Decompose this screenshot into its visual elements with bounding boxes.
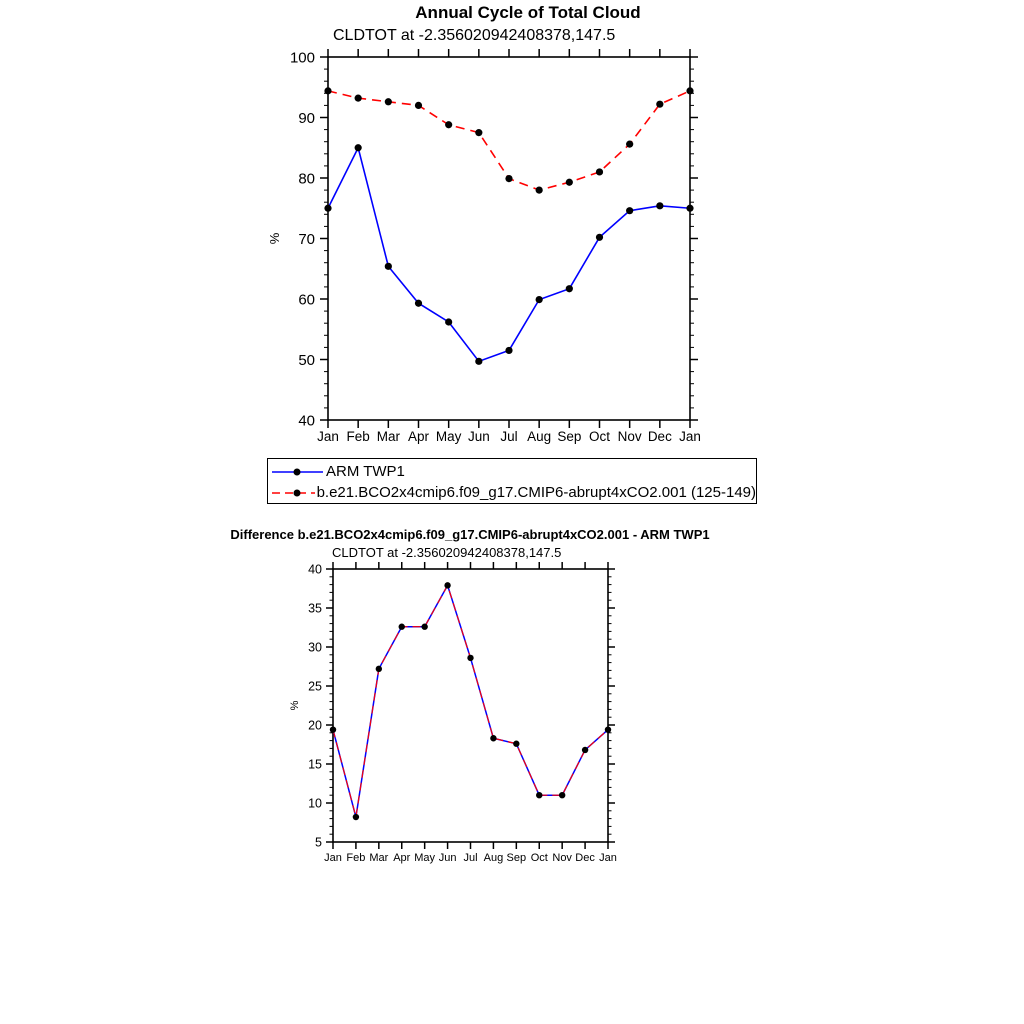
plot-border bbox=[333, 569, 608, 842]
month-label: Apr bbox=[393, 852, 411, 864]
month-label: Dec bbox=[575, 852, 595, 864]
data-point-marker bbox=[444, 582, 450, 588]
month-label: Aug bbox=[527, 429, 552, 444]
data-point-marker bbox=[536, 792, 542, 798]
month-label: Sep bbox=[506, 852, 527, 864]
data-point-marker bbox=[626, 141, 633, 148]
data-point-marker bbox=[559, 792, 565, 798]
y-tick-label: 80 bbox=[298, 170, 315, 188]
data-point-marker bbox=[324, 205, 331, 212]
data-point-marker bbox=[582, 747, 588, 753]
data-point-marker bbox=[656, 101, 663, 108]
data-point-marker bbox=[385, 263, 392, 270]
month-label: Sep bbox=[557, 429, 582, 444]
data-point-marker bbox=[445, 318, 452, 325]
annual-cycle-subtitle: CLDTOT at -2.356020942408378,147.5 bbox=[333, 27, 616, 44]
legend-label-model: b.e21.BCO2x4cmip6.f09_g17.CMIP6-abrupt4xCO2.001 (125-149) bbox=[316, 484, 756, 501]
month-label: Jun bbox=[438, 852, 457, 864]
y-tick-label: 5 bbox=[315, 835, 322, 850]
month-label: Aug bbox=[483, 852, 504, 864]
data-point-marker bbox=[376, 666, 382, 672]
data-point-marker bbox=[353, 814, 359, 820]
month-label: Jul bbox=[463, 852, 478, 864]
data-point-marker bbox=[475, 129, 482, 136]
data-point-marker bbox=[505, 347, 512, 354]
series-line bbox=[333, 585, 608, 817]
data-point-marker bbox=[415, 102, 422, 109]
month-label: Jan bbox=[324, 852, 342, 864]
data-point-marker bbox=[566, 285, 573, 292]
month-label: Mar bbox=[376, 429, 400, 444]
month-label: Apr bbox=[407, 429, 430, 444]
month-label: Mar bbox=[369, 852, 389, 864]
month-label: Jun bbox=[467, 429, 490, 444]
month-label: Nov bbox=[617, 429, 642, 444]
data-point-marker bbox=[596, 168, 603, 175]
model-line-sample-icon bbox=[271, 487, 315, 499]
month-label: Jan bbox=[599, 852, 617, 864]
data-point-marker bbox=[656, 202, 663, 209]
data-point-marker bbox=[355, 144, 362, 151]
annual-cycle-title: Annual Cycle of Total Cloud bbox=[415, 3, 641, 22]
data-point-marker bbox=[330, 726, 336, 732]
data-point-marker bbox=[445, 121, 452, 128]
data-point-marker bbox=[536, 187, 543, 194]
data-point-marker bbox=[385, 98, 392, 105]
legend-label-arm: ARM TWP1 bbox=[326, 463, 405, 480]
y-tick-label: 40 bbox=[298, 412, 315, 430]
legend-entry-arm-twp1 bbox=[271, 461, 756, 482]
y-tick-label: 40 bbox=[308, 562, 322, 577]
y-tick-label: 60 bbox=[298, 291, 315, 309]
data-point-marker bbox=[686, 87, 693, 94]
legend-model-marker-icon bbox=[294, 489, 301, 496]
month-label: Jan bbox=[317, 429, 339, 444]
month-label: Jul bbox=[500, 429, 518, 444]
data-point-marker bbox=[566, 179, 573, 186]
legend-entry-model bbox=[271, 482, 756, 503]
data-point-marker bbox=[596, 234, 603, 241]
y-axis-label: % bbox=[267, 232, 282, 245]
month-label: May bbox=[435, 429, 462, 444]
data-point-marker bbox=[467, 655, 473, 661]
month-label: Dec bbox=[647, 429, 672, 444]
data-point-marker bbox=[415, 300, 422, 307]
data-point-marker bbox=[355, 95, 362, 102]
difference-subtitle: CLDTOT at -2.356020942408378,147.5 bbox=[332, 545, 562, 560]
data-point-marker bbox=[324, 87, 331, 94]
data-point-marker bbox=[505, 175, 512, 182]
data-point-marker bbox=[399, 624, 405, 630]
legend-arm-marker-icon bbox=[294, 468, 301, 475]
month-label: Feb bbox=[346, 852, 366, 864]
month-label: Nov bbox=[552, 852, 572, 864]
y-tick-label: 20 bbox=[308, 718, 322, 733]
data-point-marker bbox=[513, 741, 519, 747]
y-tick-label: 10 bbox=[308, 796, 322, 811]
data-point-marker bbox=[421, 624, 427, 630]
month-label: Feb bbox=[346, 429, 370, 444]
y-tick-label: 70 bbox=[298, 230, 315, 248]
plot-border bbox=[328, 57, 690, 420]
month-label: Oct bbox=[588, 429, 611, 444]
difference-title: Difference b.e21.BCO2x4cmip6.f09_g17.CMIP6-abrupt4xCO2.001 - ARM TWP1 bbox=[230, 527, 710, 542]
data-point-marker bbox=[686, 205, 693, 212]
y-tick-label: 50 bbox=[298, 351, 315, 369]
month-label: May bbox=[414, 852, 436, 864]
month-label: Oct bbox=[530, 852, 548, 864]
y-tick-label: 90 bbox=[298, 109, 315, 127]
month-label: Jan bbox=[679, 429, 701, 444]
legend-box bbox=[267, 458, 757, 504]
arm-line-sample-icon bbox=[271, 466, 324, 478]
y-tick-label: 30 bbox=[308, 640, 322, 655]
data-point-marker bbox=[626, 207, 633, 214]
y-tick-label: 35 bbox=[308, 601, 322, 616]
y-axis-label: % bbox=[289, 700, 301, 711]
data-point-marker bbox=[475, 358, 482, 365]
data-point-marker bbox=[605, 726, 611, 732]
data-point-marker bbox=[490, 735, 496, 741]
y-tick-label: 100 bbox=[289, 49, 315, 67]
y-tick-label: 25 bbox=[308, 679, 322, 694]
y-tick-label: 15 bbox=[308, 757, 322, 772]
data-point-marker bbox=[536, 296, 543, 303]
